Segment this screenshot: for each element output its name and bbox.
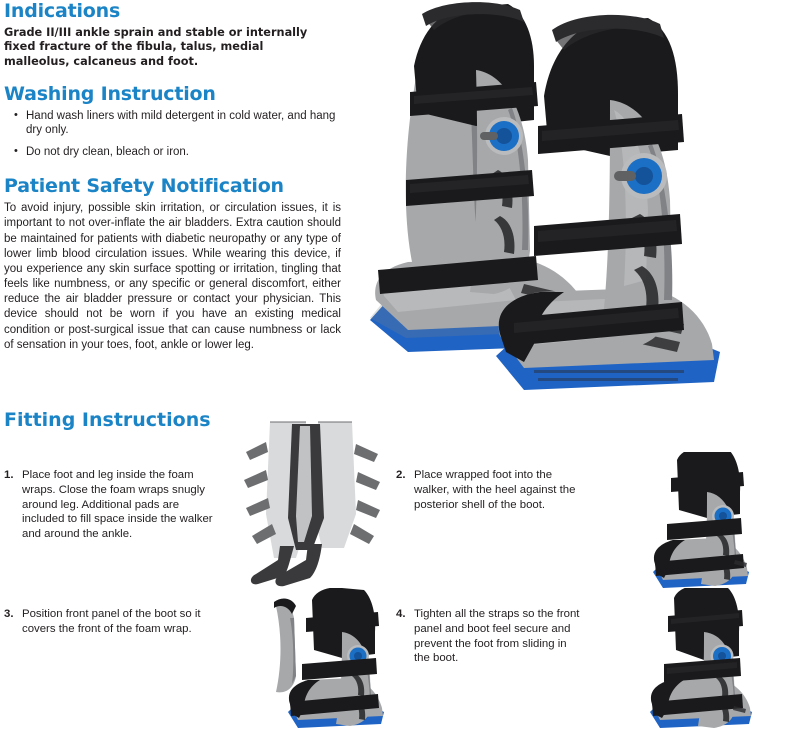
step-number: 2. (396, 469, 406, 481)
straps-tightened-illustration (640, 588, 760, 734)
step-3-figure (262, 588, 392, 734)
washing-instruction-list (4, 109, 352, 159)
fitting-step-1 (4, 468, 214, 542)
step-4-figure (640, 588, 760, 734)
step-text: Place wrapped foot into the walker, with the heel against the posterior shell of the boot. (414, 469, 576, 511)
patient-safety-body: To avoid injury, possible skin irritation, or circulation issues, it is important to not over-inflate the air bladders. Extra caution should be maintained for patients with diabetic neuropathy or any type of lower limb blood circulation issues. While wearing this device, if you experience any skin surface spotting or irritation, tingling that feels like numbness, or any specific or general discomfort, either reduce the air bladder pressure or contact your physician. This device should not be worn if you have an existing medical condition or post-surgical issue that can cause numbness or lack of sensation in your toes, foot, ankle or lower leg. (4, 202, 341, 351)
fitting-instructions-heading: Fitting Instructions (4, 409, 211, 431)
washing-instruction-heading: Washing Instruction (4, 83, 216, 106)
step-number: 1. (4, 469, 14, 481)
text-column (4, 0, 352, 353)
indications-heading: Indications (4, 0, 121, 22)
walker-boot-foot-inserted-illustration (645, 452, 757, 594)
front-panel-placement-illustration (262, 588, 392, 734)
indications-body: Grade II/III ankle sprain and stable or internally fixed fracture of the fibula, talus, medial malleolus, calcaneus and foot. (4, 26, 308, 68)
fitting-step-2 (396, 468, 586, 512)
patient-safety-heading: Patient Safety Notification (4, 175, 284, 198)
foam-wrap-liner-illustration (240, 418, 390, 590)
step-2-figure (645, 452, 757, 594)
step-text: Position front panel of the boot so it covers the front of the foam wrap. (22, 608, 201, 635)
walker-boot-pair-illustration (348, 0, 785, 400)
fitting-step-3 (4, 607, 214, 637)
list-item: • Hand wash liners with mild detergent in cold water, and hang dry only. (4, 109, 352, 138)
fitting-step-4 (396, 607, 581, 666)
walker-boot-pair-figure (348, 0, 785, 400)
step-number: 4. (396, 608, 406, 620)
step-text: Tighten all the straps so the front panel and boot feel secure and prevent the foot from sliding in the boot. (414, 608, 580, 665)
step-number: 3. (4, 608, 14, 620)
step-1-figure (240, 418, 390, 590)
step-text: Place foot and leg inside the foam wraps. Close the foam wraps snugly around leg. Additional pads are included to fill space inside the walker and around the ankle. (22, 469, 213, 541)
list-item: • Do not dry clean, bleach or iron. (4, 145, 352, 159)
